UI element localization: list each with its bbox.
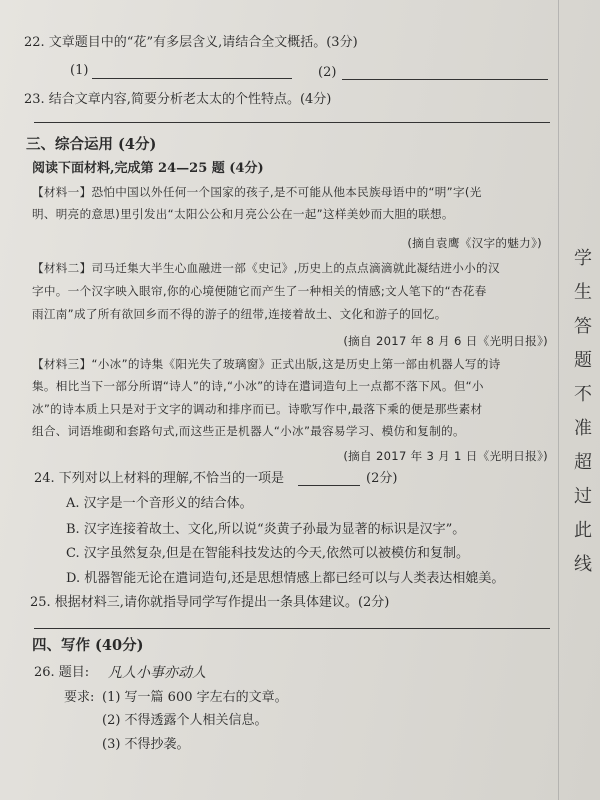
q22-answer-line-2[interactable] <box>342 79 548 80</box>
material-3-source: (摘自 2017 年 3 月 1 日《光明日报》) <box>343 449 548 463</box>
question-24-points: (2分) <box>366 471 398 486</box>
material-3-line-1: 【材料三】“小冰”的诗集《阳光失了玻璃窗》正式出版,这是历史上第一部由机器人写的诗 <box>32 357 501 371</box>
binding-line <box>558 0 559 800</box>
material-3-line-4: 组合、词语堆砌和套路句式,而这些正是机器人“小冰”最容易学习、模仿和复制的。 <box>32 424 465 438</box>
q24-answer-blank[interactable] <box>298 485 360 486</box>
q24-option-b: B. 汉字连接着故土、文化,所以说“炎黄子孙最为显著的标识是汉字”。 <box>66 522 466 537</box>
section-3-instruction: 阅读下面材料,完成第 24—25 题 (4分) <box>32 161 264 176</box>
section-4-heading: 四、写作 (40分) <box>32 637 144 654</box>
q24-option-c: C. 汉字虽然复杂,但是在智能科技发达的今天,依然可以被模仿和复制。 <box>66 546 470 561</box>
material-2-line-2: 字中。一个汉字映入眼帘,你的心境便随它而产生了一种相关的情感;文人笔下的“杏花春 <box>32 284 487 298</box>
section-3-heading: 三、综合运用 (4分) <box>26 136 157 153</box>
material-1-line-1: 【材料一】恐怕中国以外任何一个国家的孩子,是不可能从他本民族母语中的“明”字(光 <box>32 185 482 199</box>
question-22: 22. 文章题目中的“花”有多层含义,请结合全文概括。(3分) <box>24 35 358 50</box>
material-3-line-3: 冰”的诗本质上只是对于文字的调动和排序而已。诗歌写作中,最落下乘的便是那些素材 <box>32 402 483 416</box>
material-3-line-2: 集。相比当下一部分所谓“诗人”的诗,“小冰”的诗在遣词造句上一点都不落下风。但“小 <box>32 379 484 393</box>
q22-blank2-label: (2) <box>318 65 337 80</box>
q25-answer-line[interactable] <box>34 628 550 629</box>
q22-blank1-label: (1) <box>70 63 89 78</box>
requirement-3: (3) 不得抄袭。 <box>102 737 190 752</box>
material-2-line-1: 【材料二】司马迁集大半生心血融进一部《史记》,历史上的点点滴滴就此凝结进小小的汉 <box>32 261 500 275</box>
q24-option-a: A. 汉字是一个音形义的结合体。 <box>66 496 253 511</box>
binding-notice: 学生答题不准超过此线 <box>571 248 592 588</box>
material-2-source: (摘自 2017 年 8 月 6 日《光明日报》) <box>343 334 548 348</box>
requirement-2: (2) 不得透露个人相关信息。 <box>102 713 268 728</box>
material-2-line-3: 雨江南”成了所有欲回乡而不得的游子的纽带,连接着故土、文化和游子的回忆。 <box>32 307 447 321</box>
q22-answer-line-1[interactable] <box>92 78 292 79</box>
material-1-source: (摘自袁鹰《汉字的魅力》) <box>407 236 542 250</box>
question-24-stem: 24. 下列对以上材料的理解,不恰当的一项是 <box>34 471 284 486</box>
requirement-1: (1) 写一篇 600 字左右的文章。 <box>102 690 288 705</box>
requirements-label: 要求: <box>64 690 95 705</box>
q24-option-d: D. 机器智能无论在遣词造句,还是思想情感上都已经可以与人类表达相媲美。 <box>66 571 505 586</box>
material-1-line-2: 明、明亮的意思)里引发出“太阳公公和月亮公公在一起”这样美妙而大胆的联想。 <box>32 207 454 221</box>
question-25: 25. 根据材料三,请你就指导同学写作提出一条具体建议。(2分) <box>30 595 390 610</box>
essay-title: 凡人小事亦动人 <box>108 665 206 681</box>
question-26-label: 26. 题目: <box>34 665 90 680</box>
question-23: 23. 结合文章内容,简要分析老太太的个性特点。(4分) <box>24 92 332 107</box>
q23-answer-line[interactable] <box>34 122 550 123</box>
